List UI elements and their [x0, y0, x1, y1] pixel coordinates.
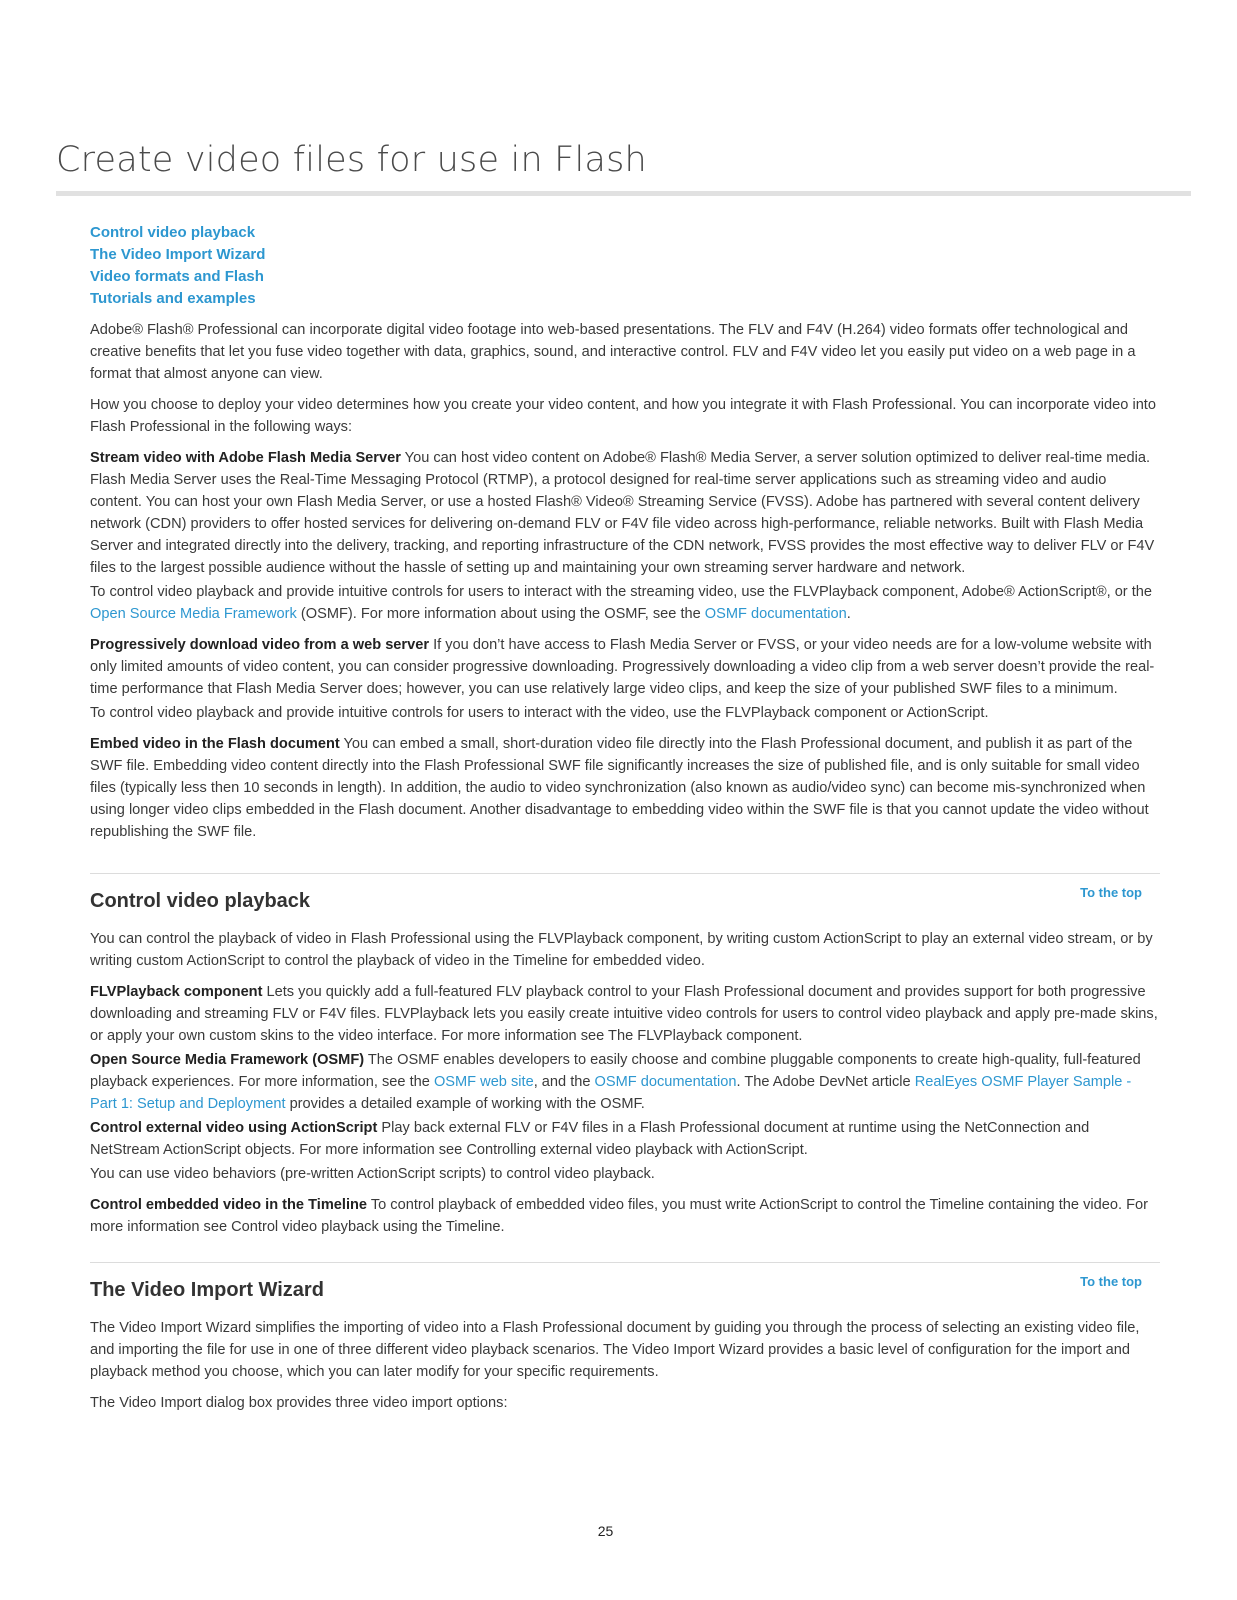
toc-link-control-video-playback[interactable]: Control video playback: [90, 224, 256, 241]
toc-link-video-import-wizard[interactable]: The Video Import Wizard: [90, 246, 266, 263]
section-intro-paragraph: You can control the playback of video in Flash Professional using the FLVPlayback component, by writing custom ActionScript to play an external video stream, or by writing custom ActionScript to control the playback of video in the Timeline for embedded video.: [90, 931, 1153, 969]
section-heading: Control video playback: [90, 890, 311, 912]
section-intro-paragraph: The Video Import Wizard simplifies the importing of video into a Flash Professional document by guiding you through the process of selecting an existing video file, and importing the file for use in one of three different video playback scenarios. The Video Import Wizard provides a basic level of configuration for the import and playback method you choose, which you can later modify for your specific requirements.: [90, 1320, 1140, 1380]
progressive-download-paragraph: [90, 634, 1160, 700]
term-label: Open Source Media Framework (OSMF): [90, 1052, 365, 1068]
section-heading: The Video Import Wizard: [90, 1279, 324, 1301]
toc-link-video-formats[interactable]: Video formats and Flash: [90, 268, 264, 285]
realeyes-article-link[interactable]: RealEyes OSMF Player Sample - Part 1: Setup and Deployment: [90, 1074, 1132, 1112]
behaviors-paragraph: You can use video behaviors (pre-written ActionScript scripts) to control video playback.: [90, 1166, 655, 1182]
term-label: FLVPlayback component: [90, 984, 263, 1000]
term-description: To control playback of embedded video files, you must write ActionScript to control the Timeline containing the video. For more information see Control video playback using the Timeline.: [90, 1197, 1148, 1235]
term-label: Embed video in the Flash document: [90, 736, 340, 752]
to-the-top-link[interactable]: To the top: [1080, 1274, 1142, 1289]
section-video-import-wizard: [90, 1262, 1160, 1414]
page-title: Create video files for use in Flash: [56, 140, 647, 180]
deploy-paragraph: How you choose to deploy your video determines how you create your video content, and how you integrate it with Flash Professional. You can incorporate video into Flash Professional in the following ways:: [90, 397, 1156, 435]
osmf-documentation-link[interactable]: OSMF documentation: [594, 1074, 737, 1090]
osmf-link[interactable]: Open Source Media Framework: [90, 606, 297, 622]
text-run: . The Adobe DevNet article: [736, 1074, 915, 1090]
term-label: Stream video with Adobe Flash Media Server: [90, 450, 401, 466]
import-options-paragraph: The Video Import dialog box provides three video import options:: [90, 1395, 508, 1411]
text-run: The OSMF enables developers to easily choose and combine pluggable components to create high-quality, full-featured playback experiences. For more information, see the: [90, 1052, 1141, 1090]
text-run: .: [846, 606, 851, 622]
intro-paragraph: Adobe® Flash® Professional can incorporate digital video footage into web-based presentations. The FLV and F4V (H.264) video formats offer technological and creative benefits that let you fuse video together with data, graphics, sound, and interactive control. FLV and F4V video let you easily put video on a web page in a format that almost anyone can view.: [90, 322, 1136, 382]
term-description: You can host video content on Adobe® Flash® Media Server, a server solution optimized to deliver real-time media. Flash Media Server uses the Real-Time Messaging Protocol (RTMP), a protocol designed for real-time server applications such as streaming video and audio content. You can host your own Flash Media Server, or use a hosted Flash® Video® Streaming Service (FVSS). Adobe has partnered with several content delivery network (CDN) providers to offer hosted services for delivering on-demand FLV or F4V file video across high-performance, reliable networks. Built with Flash Media Server and integrated directly into the delivery, tracking, and reporting infrastructure of the CDN network, FVSS provides the most effective way to deliver FLV or F4V files to the largest possible audience without the hassle of setting up and maintaining your own streaming server hardware and network.: [90, 450, 1155, 576]
toc-item: [90, 222, 1160, 244]
external-video-paragraph: [90, 1117, 1160, 1161]
toc-item: [90, 288, 1160, 310]
term-description: Lets you quickly add a full-featured FLV playback control to your Flash Professional document and provides support for both progressive downloading and streaming FLV or F4V files. FLVPlayback lets you easily create intuitive video controls for users to control video playback and apply pre-made skins, or apply your own custom skins to the video interface. For more information see The FLVPlayback component.: [90, 984, 1158, 1044]
embed-video-paragraph: [90, 733, 1160, 843]
toc-link-tutorials[interactable]: Tutorials and examples: [90, 290, 256, 307]
term-description: If you don’t have access to Flash Media Server or FVSS, or your video needs are for a low-volume website with only limited amounts of video content, you can consider progressive downloading. Progressively downloading a video clip from a web server doesn’t provide the real-time performance that Flash Media Server does; however, you can use relatively large video clips, and keep the size of your published SWF files to a minimum.: [90, 637, 1155, 697]
title-divider: [56, 191, 1191, 196]
toc-item: [90, 266, 1160, 288]
section-control-video-playback: [90, 873, 1160, 1238]
stream-video-paragraph: [90, 447, 1160, 579]
term-label: Control external video using ActionScript: [90, 1120, 378, 1136]
osmf-documentation-link[interactable]: OSMF documentation: [704, 606, 847, 622]
term-description: You can embed a small, short-duration video file directly into the Flash Professional document, and publish it as part of the SWF file. Embedding video content directly into the Flash Professional SWF file significantly increases the size of published file, and is only suitable for small video files (typically less then 10 seconds in length). In addition, the audio to video synchronization (also known as audio/video sync) can become mis-synchronized when using longer video clips embedded in the Flash document. Another disadvantage to embedding video within the SWF file is that you cannot update the video without republishing the SWF file.: [90, 736, 1149, 840]
to-the-top-link[interactable]: To the top: [1080, 885, 1142, 900]
progressive-control-paragraph: To control video playback and provide intuitive controls for users to interact with the video, use the FLVPlayback component or ActionScript.: [90, 705, 989, 721]
table-of-contents: [90, 222, 1160, 310]
term-label: Control embedded video in the Timeline: [90, 1197, 368, 1213]
term-description: Play back external FLV or F4V files in a Flash Professional document at runtime using the NetConnection and NetStream ActionScript objects. For more information see Controlling external video playback with ActionScript.: [90, 1120, 1090, 1158]
text-run: provides a detailed example of working with the OSMF.: [285, 1096, 645, 1112]
term-label: Progressively download video from a web server: [90, 637, 430, 653]
text-run: , and the: [533, 1074, 595, 1090]
osmf-web-site-link[interactable]: OSMF web site: [433, 1074, 534, 1090]
document-body: [90, 222, 1160, 1423]
text-run: To control video playback and provide intuitive controls for users to interact with the streaming video, use the FLVPlayback component, Adobe® ActionScript®, or the: [90, 584, 1153, 600]
flvplayback-paragraph: [90, 981, 1160, 1047]
toc-item: [90, 244, 1160, 266]
timeline-paragraph: [90, 1194, 1160, 1238]
text-run: (OSMF). For more information about using the OSMF, see the: [296, 606, 705, 622]
osmf-paragraph: [90, 1049, 1160, 1115]
page-number: 25: [597, 1523, 614, 1539]
stream-control-paragraph: [90, 581, 1160, 625]
